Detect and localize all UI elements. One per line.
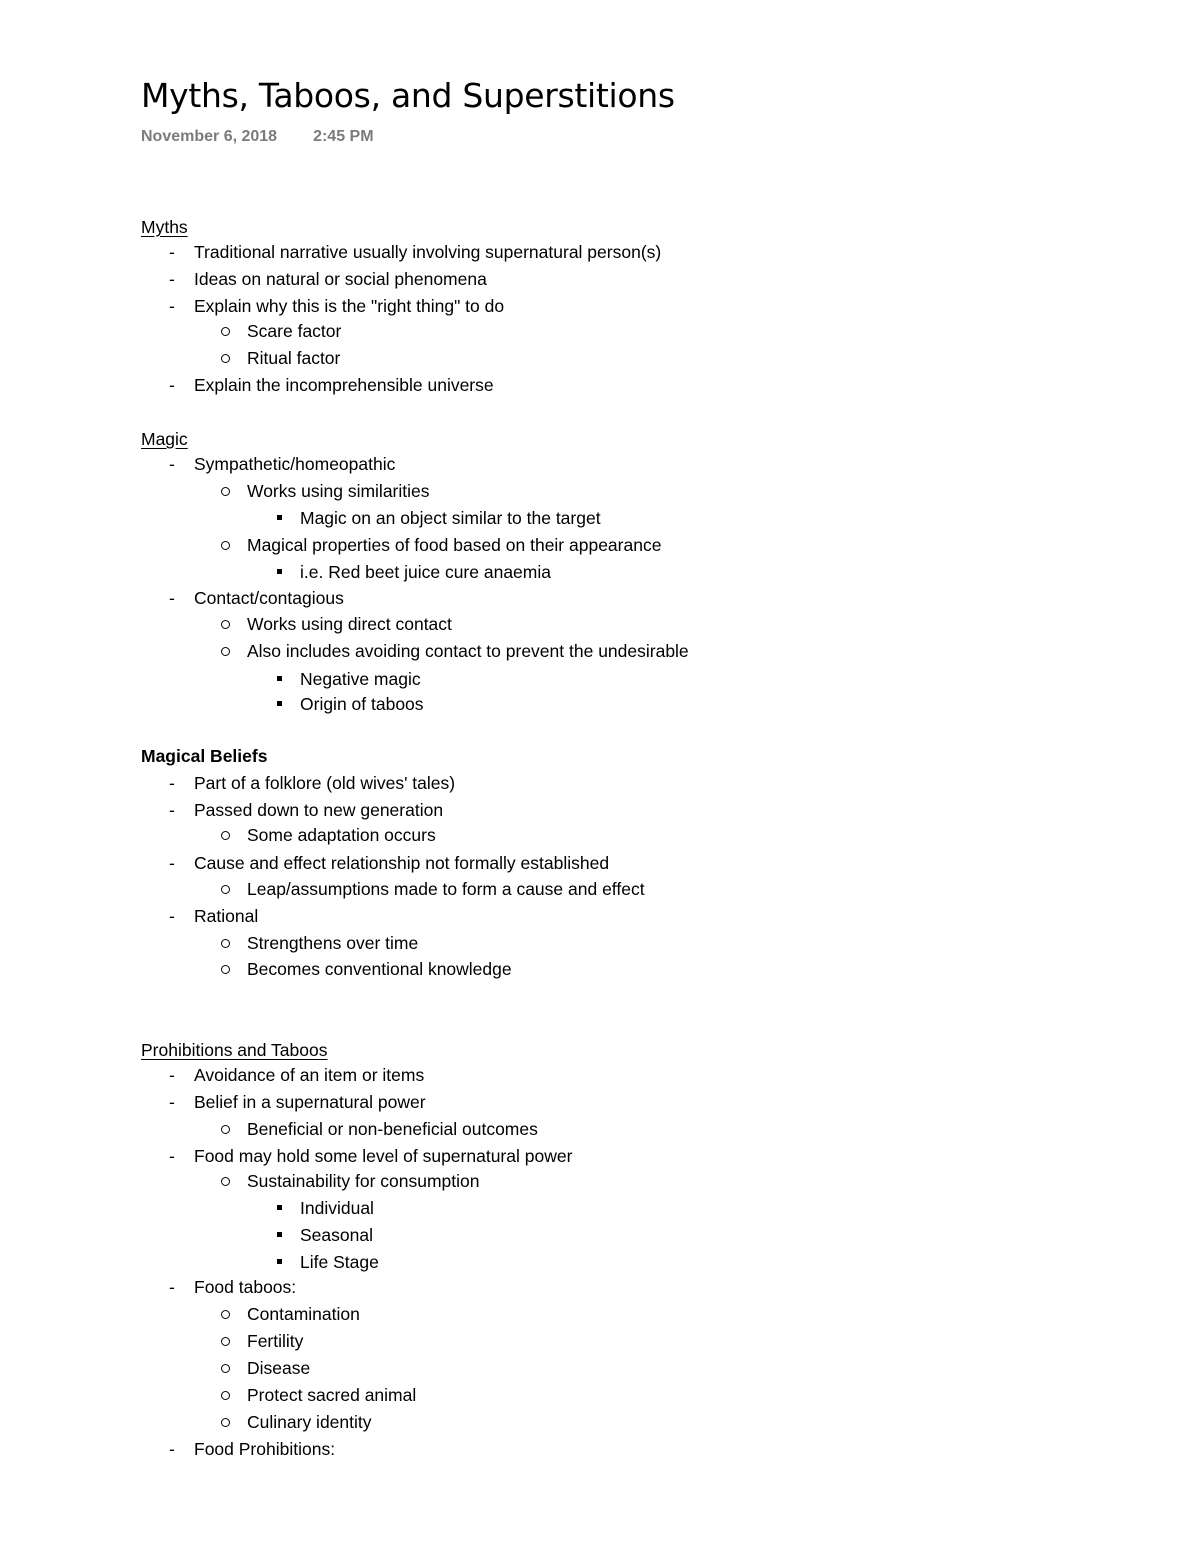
dash-bullet: - [169,1439,175,1459]
dash-bullet: - [169,296,175,316]
square-bullet-icon [277,1232,282,1237]
dash-bullet: - [169,773,175,793]
dash-bullet: - [169,375,175,395]
circle-bullet-icon [221,620,230,629]
section-heading-magical-beliefs: Magical Beliefs [141,746,268,766]
dash-bullet: - [169,906,175,926]
note-meta [141,126,374,148]
circle-bullet-icon [221,1364,230,1373]
circle-bullet-icon [221,1391,230,1400]
square-bullet-icon [277,676,282,681]
dash-bullet: - [169,242,175,262]
square-bullet-icon [277,1205,282,1210]
dash-bullet: - [169,588,175,608]
page-title: Myths, Taboos, and Superstitions [141,76,675,115]
circle-bullet-icon [221,939,230,948]
circle-bullet-icon [221,541,230,550]
circle-bullet-icon [221,487,230,496]
dash-bullet: - [169,800,175,820]
dash-bullet: - [169,269,175,289]
circle-bullet-icon [221,354,230,363]
square-bullet-icon [277,569,282,574]
section-heading-prohibitions-taboos: Prohibitions and Taboos [141,1040,328,1060]
circle-bullet-icon [221,831,230,840]
dash-bullet: - [169,853,175,873]
circle-bullet-icon [221,647,230,656]
square-bullet-icon [277,515,282,520]
circle-bullet-icon [221,965,230,974]
circle-bullet-icon [221,1418,230,1427]
circle-bullet-icon [221,1337,230,1346]
section-heading-myths: Myths [141,217,188,237]
dash-bullet: - [169,1065,175,1085]
circle-bullet-icon [221,1177,230,1186]
square-bullet-icon [277,701,282,706]
section-heading-magic: Magic [141,429,188,449]
dash-bullet: - [169,454,175,474]
note-time: 2:45 PM [313,128,374,145]
circle-bullet-icon [221,1125,230,1134]
circle-bullet-icon [221,1310,230,1319]
note-page: Myths, Taboos, and Superstitions November 6, 2018 2:45 PM Myths - Traditional narrative usually involving supernatural person(s) - Ideas on natural or social phenomena - Explain why this is the "right thing" to do Scare factor Ritual factor - Explain the incomprehensible universe Magic - Sympathetic/homeopathic Works using similarities Magic on an object similar to the target Magical properties of food based on their appearance i.e. Red beet juice cure anaemia - Contact/contagious Works using direct contact Also includes avoiding contact to prevent the undesirable Negative magic Origin of taboos Magical Beliefs - Part of a folklore (old wives' tales) - Passed down to new generation Some adaptation occurs - Cause and effect relationship not formally established Leap/assumptions made to form a cause and effect - Rational Strengthens over time Becomes conventional knowledge Prohibitions and Taboos - Avoidance of an item or items - Belief in a supernatural power Beneficial or non-beneficial outcomes - Food may hold some level of supernatural power Sustainability for consumption Individual Seasonal Life Stage - Food taboos: Contamination Fertility Disease Protect sacred animal Culinary identity - Food Prohibitions: [141,76,689,1459]
circle-bullet-icon [221,327,230,336]
dash-bullet: - [169,1277,175,1297]
dash-bullet: - [169,1092,175,1112]
dash-bullet: - [169,1146,175,1166]
note-date: November 6, 2018 [141,128,278,145]
square-bullet-icon [277,1259,282,1264]
circle-bullet-icon [221,885,230,894]
